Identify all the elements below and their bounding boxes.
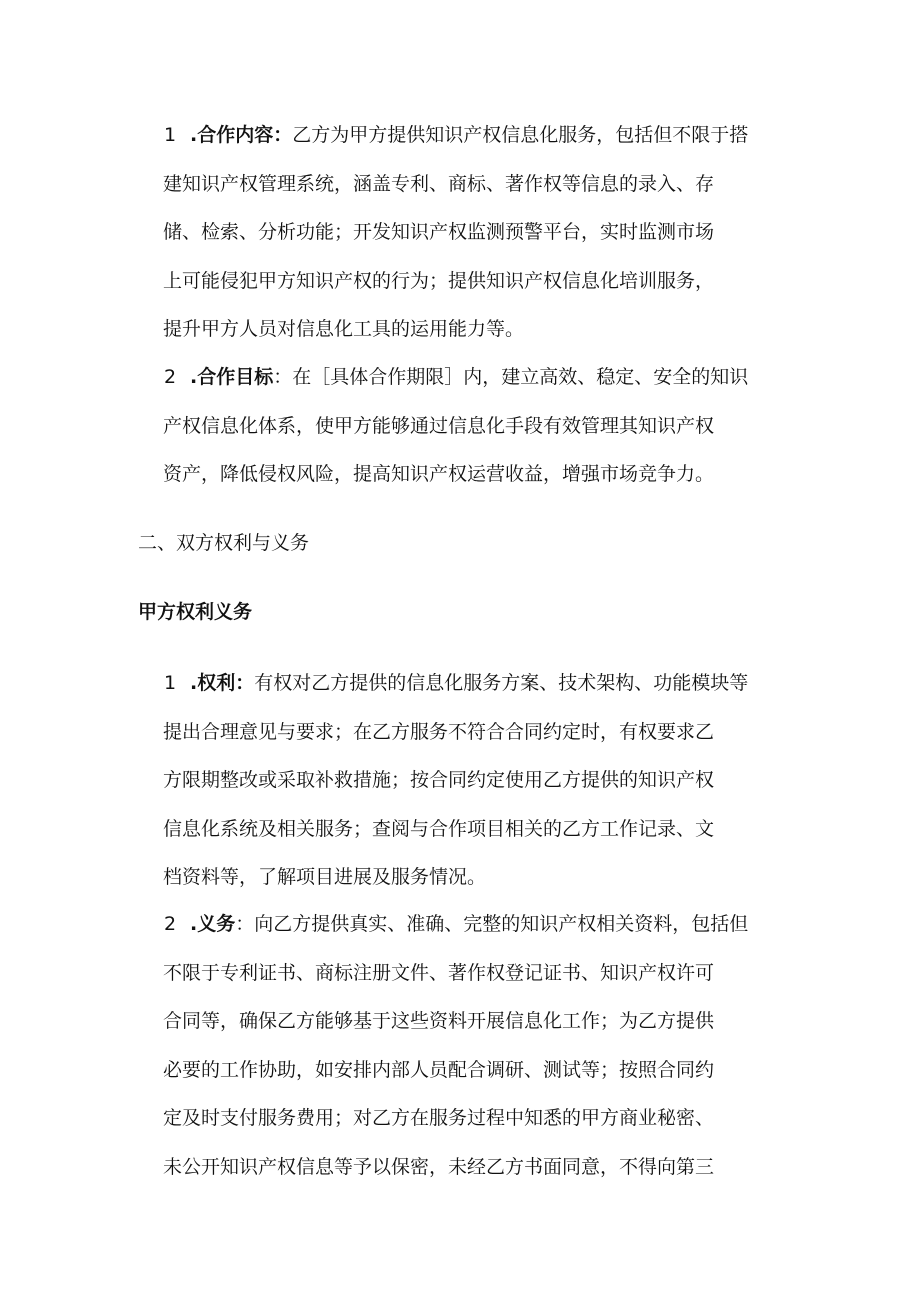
item-line: 未公开知识产权信息等予以保密，未经乙方书面同意，不得向第三 — [163, 1155, 715, 1178]
item-paragraph — [164, 900, 784, 1191]
item-line: 建知识产权管理系统，涵盖专利、商标、著作权等信息的录入、存 — [163, 172, 715, 195]
item-paragraph — [164, 353, 784, 499]
item-line: 上可能侵犯甲方知识产权的行为；提供知识产权信息化培训服务， — [163, 269, 715, 292]
list-item-rights — [164, 659, 784, 902]
item-paragraph — [164, 659, 784, 902]
item-line: 储、检索、分析功能；开发知识产权监测预警平台，实时监测市场 — [163, 221, 715, 243]
item-number: 1 — [164, 124, 177, 146]
item-line: 必要的工作协助，如安排内部人员配合调研、测试等；按照合同约 — [163, 1058, 715, 1081]
sub-heading: 甲方权利义务 — [138, 601, 253, 623]
item-line: 信息化系统及相关服务；查阅与合作项目相关的乙方工作记录、文 — [163, 817, 715, 840]
item-line: ：向乙方提供真实、准确、完整的知识产权相关资料，包括但 — [235, 913, 749, 935]
item-line: 乙方为甲方提供知识产权信息化服务，包括但不限于搭 — [292, 124, 749, 146]
item-line: 提出合理意见与要求；在乙方服务不符合合同约定时，有权要求乙 — [163, 720, 715, 743]
list-item-cooperation-goal — [164, 353, 784, 499]
item-lead: .合作目标 — [190, 366, 274, 388]
item-lead: .义务 — [190, 913, 236, 935]
item-line: ：在［具体合作期限］内，建立高效、稳定、安全的知识 — [273, 366, 749, 388]
item-line: 不限于专利证书、商标注册文件、著作权登记证书、知识产权许可 — [163, 961, 715, 984]
item-line: 档资料等，了解项目进展及服务情况。 — [163, 866, 487, 888]
item-line: 资产，降低侵权风险，提高知识产权运营收益，增强市场竞争力。 — [163, 463, 715, 485]
item-lead: .权利： — [190, 672, 255, 694]
item-line: 定及时支付服务费用；对乙方在服务过程中知悉的甲方商业秘密、 — [163, 1107, 715, 1129]
item-number: 2 — [164, 913, 177, 935]
item-line: 有权对乙方提供的信息化服务方案、技术架构、功能模块等 — [254, 672, 749, 694]
item-line: 产权信息化体系，使甲方能够通过信息化手段有效管理其知识产权 — [163, 414, 715, 437]
item-paragraph — [164, 111, 784, 354]
item-line: 方限期整改或采取补救措施；按合同约定使用乙方提供的知识产权 — [163, 769, 715, 791]
item-lead: .合作内容： — [190, 124, 293, 146]
list-item-obligations — [164, 900, 784, 1191]
item-number: 1 — [164, 672, 177, 694]
item-line: 合同等，确保乙方能够基于这些资料开展信息化工作；为乙方提供 — [163, 1010, 715, 1032]
item-number: 2 — [164, 366, 177, 388]
section-heading: 二、双方权利与义务 — [138, 532, 310, 554]
list-item-cooperation-content — [164, 111, 784, 354]
item-line: 提升甲方人员对信息化工具的运用能力等。 — [163, 318, 525, 340]
